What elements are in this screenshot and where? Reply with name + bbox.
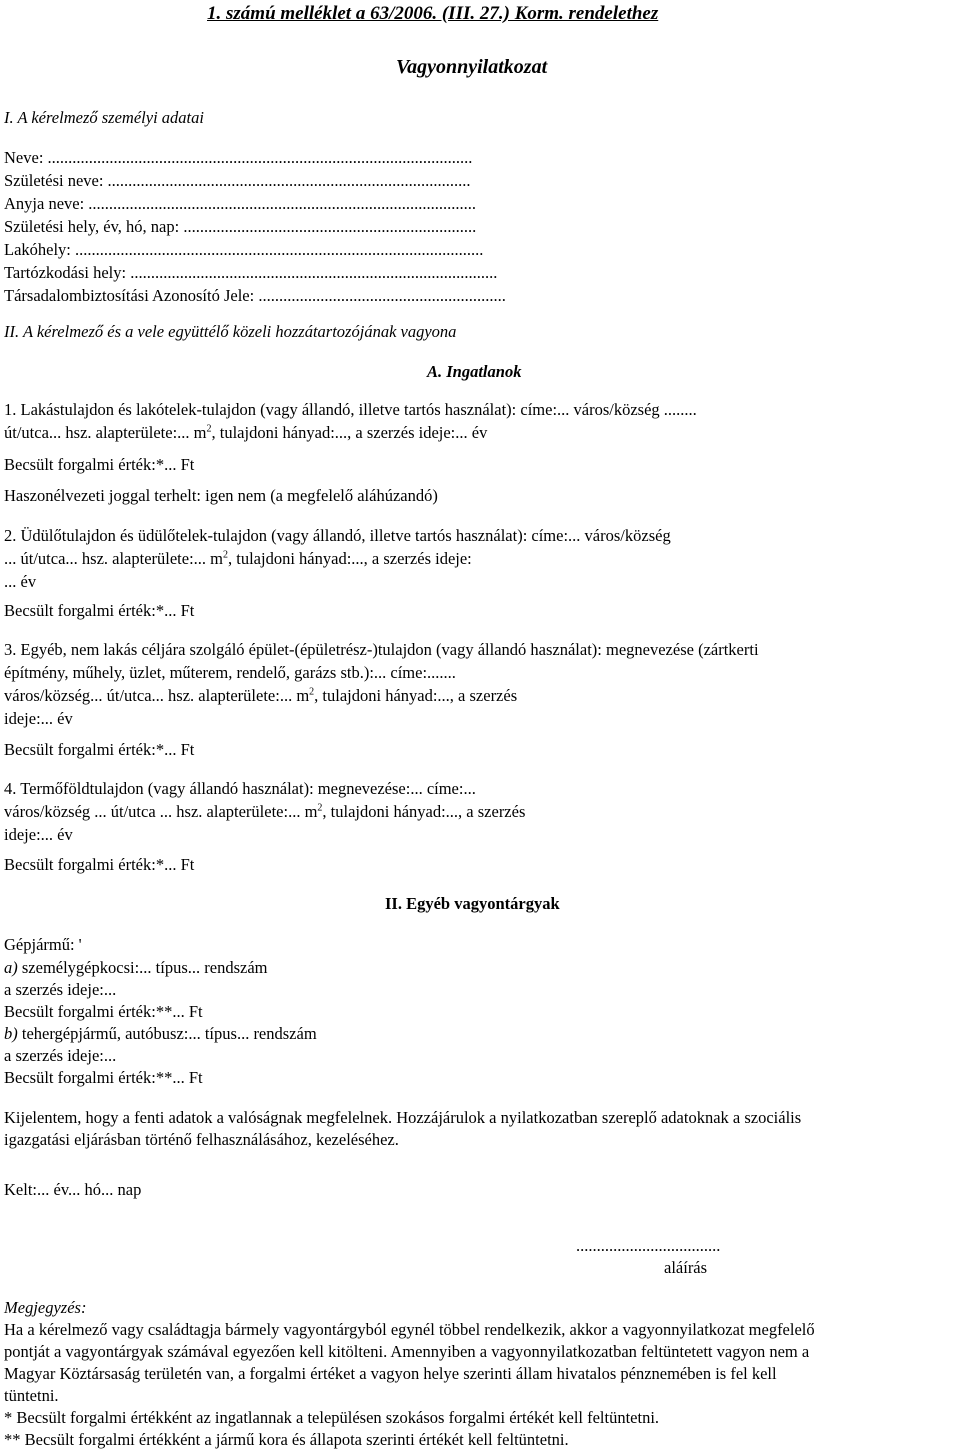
item3-line3b: , tulajdoni hányad:..., a szerzés	[314, 686, 518, 705]
item1-line2b: , tulajdoni hányad:..., a szerzés ideje:... év	[211, 423, 488, 442]
section-2-heading: II. A kérelmező és a vele együttélő közeli hozzátartozójának vagyona	[4, 322, 457, 341]
item3-sup: 2	[309, 686, 315, 698]
item1-line1: 1. Lakástulajdon és lakótelek-tulajdon (vagy állandó, illetve tartós használat): címe:... város/község ........	[4, 400, 697, 419]
vehicle-a-value: Becsült forgalmi érték:**... Ft	[4, 1002, 203, 1021]
item2-line2a: ... út/utca... hsz. alapterülete:... m	[4, 549, 224, 568]
field-name: Neve: .......................................................................................................	[4, 148, 473, 167]
footnote-2: ** Becsült forgalmi értékként a jármű kora és állapota szerinti értékét kell feltüntetni.	[4, 1430, 569, 1449]
field-birth-name: Születési neve: ........................................................................................	[4, 171, 471, 190]
item4-line3: ideje:... év	[4, 825, 73, 844]
item3-line4: ideje:... év	[4, 709, 73, 728]
item4-line2a: város/község ... út/utca ... hsz. alapterülete:... m	[4, 802, 318, 821]
item2-value: Becsült forgalmi érték:*... Ft	[4, 601, 195, 620]
notes-line: Magyar Köztársaság területén van, a forgalmi értéket a vagyon helye szerinti állam hivatalos pénznemében is fel kell	[4, 1364, 777, 1383]
vehicle-b-value: Becsült forgalmi érték:**... Ft	[4, 1068, 203, 1087]
vehicle-a-label: a)	[4, 958, 18, 977]
notes-line: pontját a vagyontárgyak számával egyezően kell kitölteni. Amennyiben a vagyonnyilatkozatban feltüntetett vagyon nem a	[4, 1342, 810, 1361]
item3-line3a: város/község... út/utca... hsz. alapterülete:... m	[4, 686, 310, 705]
signature-label: aláírás	[664, 1258, 708, 1277]
item2-line3: ... év	[4, 572, 37, 591]
section-3-heading: II. Egyéb vagyontárgyak	[385, 894, 560, 913]
item1-line2	[4, 423, 487, 443]
item1-line2a: út/utca... hsz. alapterülete:... m	[4, 423, 207, 442]
vehicle-a-line	[4, 958, 267, 978]
field-residence: Lakóhely: ...................................................................................................	[4, 240, 484, 259]
vehicle-b-label: b)	[4, 1024, 18, 1043]
notes-heading: Megjegyzés:	[4, 1298, 87, 1317]
vehicle-heading: Gépjármű: '	[4, 935, 82, 954]
item3-line1: 3. Egyéb, nem lakás céljára szolgáló épület-(épületrész-)tulajdon (vagy állandó használat): megnevezése (zártkerti	[4, 640, 759, 659]
item1-sup: 2	[206, 423, 212, 435]
vehicle-a-date: a szerzés ideje:...	[4, 980, 117, 999]
declaration-line1: Kijelentem, hogy a fenti adatok a valóságnak megfelelnek. Hozzájárulok a nyilatkozatban szereplő adatoknak a szociális	[4, 1108, 802, 1127]
item4-line2	[4, 802, 525, 822]
item4-sup: 2	[317, 802, 323, 814]
item3-line3	[4, 686, 517, 706]
item2-line2b: , tulajdoni hányad:..., a szerzés ideje:	[228, 549, 472, 568]
item2-line1: 2. Üdülőtulajdon és üdülőtelek-tulajdon (vagy állandó, illetve tartós használat): címe:... város/község	[4, 526, 671, 545]
item4-value: Becsült forgalmi érték:*... Ft	[4, 855, 195, 874]
item2-sup: 2	[223, 549, 229, 561]
date-line: Kelt:... év... hó... nap	[4, 1180, 142, 1199]
field-birth-place-date: Születési hely, év, hó, nap: .......................................................................	[4, 217, 477, 236]
item3-line2: építmény, műhely, üzlet, műterem, rendelő, garázs stb.):... címe:.......	[4, 663, 456, 682]
item1-usufruct: Haszonélvezeti joggal terhelt: igen nem (a megfelelő aláhúzandó)	[4, 486, 438, 505]
document-title: Vagyonnyilatkozat	[396, 56, 548, 78]
item3-value: Becsült forgalmi érték:*... Ft	[4, 740, 195, 759]
subsection-a-heading: A. Ingatlanok	[427, 362, 522, 381]
section-1-heading: I. A kérelmező személyi adatai	[4, 108, 204, 127]
notes-line: tüntetni.	[4, 1386, 59, 1405]
field-social-security-id: Társadalombiztosítási Azonosító Jele: ............................................................	[4, 286, 506, 305]
item4-line1: 4. Termőföldtulajdon (vagy állandó használat): megnevezése:... címe:...	[4, 779, 476, 798]
notes-line: Ha a kérelmező vagy családtagja bármely vagyontárgyból egynél többel rendelkezik, akkor a vagyonnyilatkozat megfelelő	[4, 1320, 815, 1339]
field-mother-name: Anyja neve: ..............................................................................................	[4, 194, 477, 213]
annex-title: 1. számú melléklet a 63/2006. (III. 27.) Korm. rendelethez	[207, 3, 659, 24]
vehicle-b-date: a szerzés ideje:...	[4, 1046, 117, 1065]
field-temporary-residence: Tartózkodási hely: .........................................................................................	[4, 263, 498, 282]
item4-line2b: , tulajdoni hányad:..., a szerzés	[322, 802, 526, 821]
declaration-line2: igazgatási eljárásban történő felhasználásához, kezeléséhez.	[4, 1130, 399, 1149]
vehicle-a-text: személygépkocsi:... típus... rendszám	[17, 958, 268, 977]
vehicle-b-text: tehergépjármű, autóbusz:... típus... rendszám	[17, 1024, 317, 1043]
item2-line2	[4, 549, 472, 569]
vehicle-b-line	[4, 1024, 317, 1044]
footnote-1: * Becsült forgalmi értékként az ingatlannak a településen szokásos forgalmi értékét kell feltüntetni.	[4, 1408, 660, 1427]
signature-dots: ...................................	[576, 1236, 721, 1255]
item1-value: Becsült forgalmi érték:*... Ft	[4, 455, 195, 474]
